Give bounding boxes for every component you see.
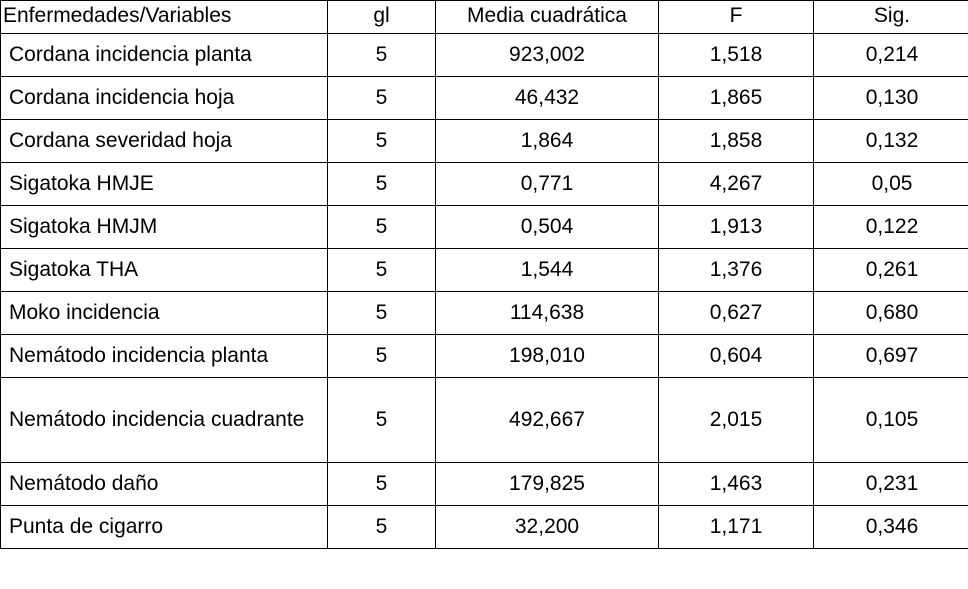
cell-sig: 0,346 (814, 506, 968, 549)
cell-variable: Cordana incidencia hoja (1, 77, 328, 120)
cell-f: 1,858 (659, 120, 814, 163)
cell-sig: 0,214 (814, 34, 968, 77)
table-row (1, 292, 968, 335)
cell-sig: 0,132 (814, 120, 968, 163)
cell-f: 1,518 (659, 34, 814, 77)
cell-sig: 0,122 (814, 206, 968, 249)
cell-f: 1,913 (659, 206, 814, 249)
cell-sig: 0,680 (814, 292, 968, 335)
cell-gl: 5 (328, 77, 436, 120)
cell-variable: Moko incidencia (1, 292, 328, 335)
cell-gl: 5 (328, 335, 436, 378)
cell-gl: 5 (328, 163, 436, 206)
cell-variable: Sigatoka HMJM (1, 206, 328, 249)
cell-media-cuadratica: 1,864 (436, 120, 659, 163)
cell-variable: Nemátodo daño (1, 463, 328, 506)
cell-media-cuadratica: 0,771 (436, 163, 659, 206)
header-gl: gl (328, 1, 436, 34)
cell-gl: 5 (328, 292, 436, 335)
cell-media-cuadratica: 923,002 (436, 34, 659, 77)
cell-media-cuadratica: 198,010 (436, 335, 659, 378)
header-variable: Enfermedades/Variables (1, 1, 328, 34)
table-row (1, 506, 968, 549)
table-row (1, 163, 968, 206)
cell-sig: 0,697 (814, 335, 968, 378)
cell-f: 1,865 (659, 77, 814, 120)
cell-media-cuadratica: 46,432 (436, 77, 659, 120)
cell-f: 4,267 (659, 163, 814, 206)
cell-media-cuadratica: 1,544 (436, 249, 659, 292)
cell-sig: 0,05 (814, 163, 968, 206)
header-sig: Sig. (814, 1, 968, 34)
table-row (1, 206, 968, 249)
cell-gl: 5 (328, 378, 436, 463)
cell-sig: 0,130 (814, 77, 968, 120)
cell-gl: 5 (328, 249, 436, 292)
cell-media-cuadratica: 114,638 (436, 292, 659, 335)
cell-gl: 5 (328, 463, 436, 506)
table-body (1, 34, 968, 549)
cell-variable: Cordana severidad hoja (1, 120, 328, 163)
cell-f: 0,604 (659, 335, 814, 378)
cell-media-cuadratica: 492,667 (436, 378, 659, 463)
table-row (1, 249, 968, 292)
table-row (1, 378, 968, 463)
table-row (1, 34, 968, 77)
cell-variable: Sigatoka HMJE (1, 163, 328, 206)
cell-variable: Nemátodo incidencia planta (1, 335, 328, 378)
table-row (1, 335, 968, 378)
table-row (1, 463, 968, 506)
cell-gl: 5 (328, 34, 436, 77)
cell-f: 1,463 (659, 463, 814, 506)
cell-variable: Sigatoka THA (1, 249, 328, 292)
cell-gl: 5 (328, 506, 436, 549)
cell-gl: 5 (328, 120, 436, 163)
cell-media-cuadratica: 32,200 (436, 506, 659, 549)
cell-variable: Nemátodo incidencia cuadrante (1, 378, 328, 463)
header-row (1, 1, 968, 34)
table-row (1, 77, 968, 120)
table-header (1, 1, 968, 34)
cell-variable: Punta de cigarro (1, 506, 328, 549)
cell-f: 0,627 (659, 292, 814, 335)
cell-f: 2,015 (659, 378, 814, 463)
cell-media-cuadratica: 0,504 (436, 206, 659, 249)
cell-f: 1,171 (659, 506, 814, 549)
cell-sig: 0,261 (814, 249, 968, 292)
cell-gl: 5 (328, 206, 436, 249)
table-row (1, 120, 968, 163)
cell-media-cuadratica: 179,825 (436, 463, 659, 506)
cell-f: 1,376 (659, 249, 814, 292)
cell-variable: Cordana incidencia planta (1, 34, 328, 77)
cell-sig: 0,105 (814, 378, 968, 463)
cell-sig: 0,231 (814, 463, 968, 506)
header-f: F (659, 1, 814, 34)
header-media-cuadratica: Media cuadrática (436, 1, 659, 34)
